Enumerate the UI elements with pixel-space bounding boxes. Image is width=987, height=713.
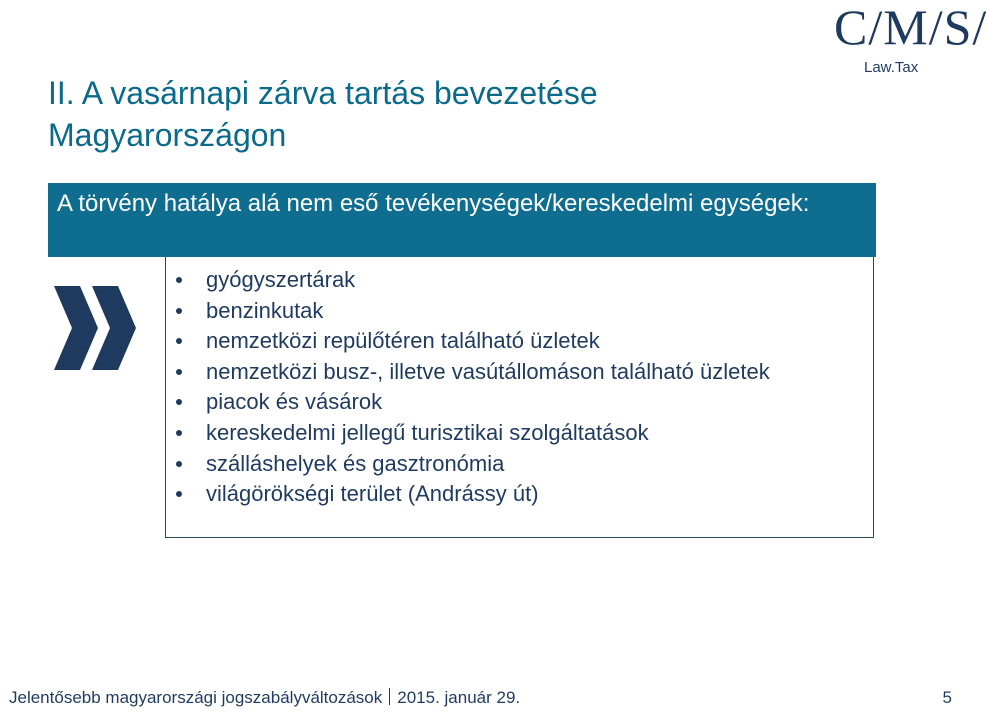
list-item [176, 418, 770, 449]
bullet-icon [176, 308, 182, 314]
list-item-text: világörökségi terület (Andrássy út) [206, 481, 539, 507]
exemption-list [176, 265, 770, 510]
list-item-text: nemzetközi busz-, illetve vasútállomáson található üzletek [206, 358, 770, 384]
bullet-icon [176, 430, 182, 436]
list-item-text: nemzetközi repülőtéren található üzletek [206, 328, 600, 354]
bullet-icon [176, 461, 182, 467]
box-header [48, 183, 876, 257]
bullet-icon [176, 369, 182, 375]
cms-logo-subtitle: Law.Tax [864, 59, 919, 76]
page-number: 5 [942, 688, 952, 707]
list-item [176, 449, 770, 480]
bullet-icon [176, 338, 182, 344]
list-item-text: szálláshelyek és gasztronómia [206, 450, 505, 476]
cms-logo [830, 0, 987, 80]
cms-logo-mark: C/M/S/ [834, 0, 987, 55]
footer-title: Jelentősebb magyarországi jogszabályváltozások [9, 688, 383, 707]
list-item-text: kereskedelmi jellegű turisztikai szolgáltatások [206, 419, 649, 445]
bullet-icon [176, 491, 182, 497]
footer-divider [389, 688, 390, 705]
footer-date: 2015. január 29. [397, 688, 521, 707]
slide-footer [0, 688, 960, 713]
list-item-text: piacok és vásárok [206, 389, 383, 415]
list-item [176, 387, 770, 418]
box-header-text: A törvény hatálya alá nem eső tevékenységek/kereskedelmi egységek: [57, 190, 810, 217]
list-item [176, 265, 770, 296]
footer-left [9, 688, 520, 708]
list-item [176, 296, 770, 327]
bullet-icon [176, 399, 182, 405]
list-item-text: gyógyszertárak [206, 267, 356, 292]
list-item [176, 357, 770, 388]
slide-title: II. A vasárnapi zárva tartás bevezetése Magyarországon [48, 75, 598, 153]
double-chevron-icon [52, 286, 142, 370]
bullet-icon [176, 277, 182, 283]
list-item [176, 479, 770, 510]
list-item-text: benzinkutak [206, 297, 324, 323]
list-item [176, 326, 770, 357]
